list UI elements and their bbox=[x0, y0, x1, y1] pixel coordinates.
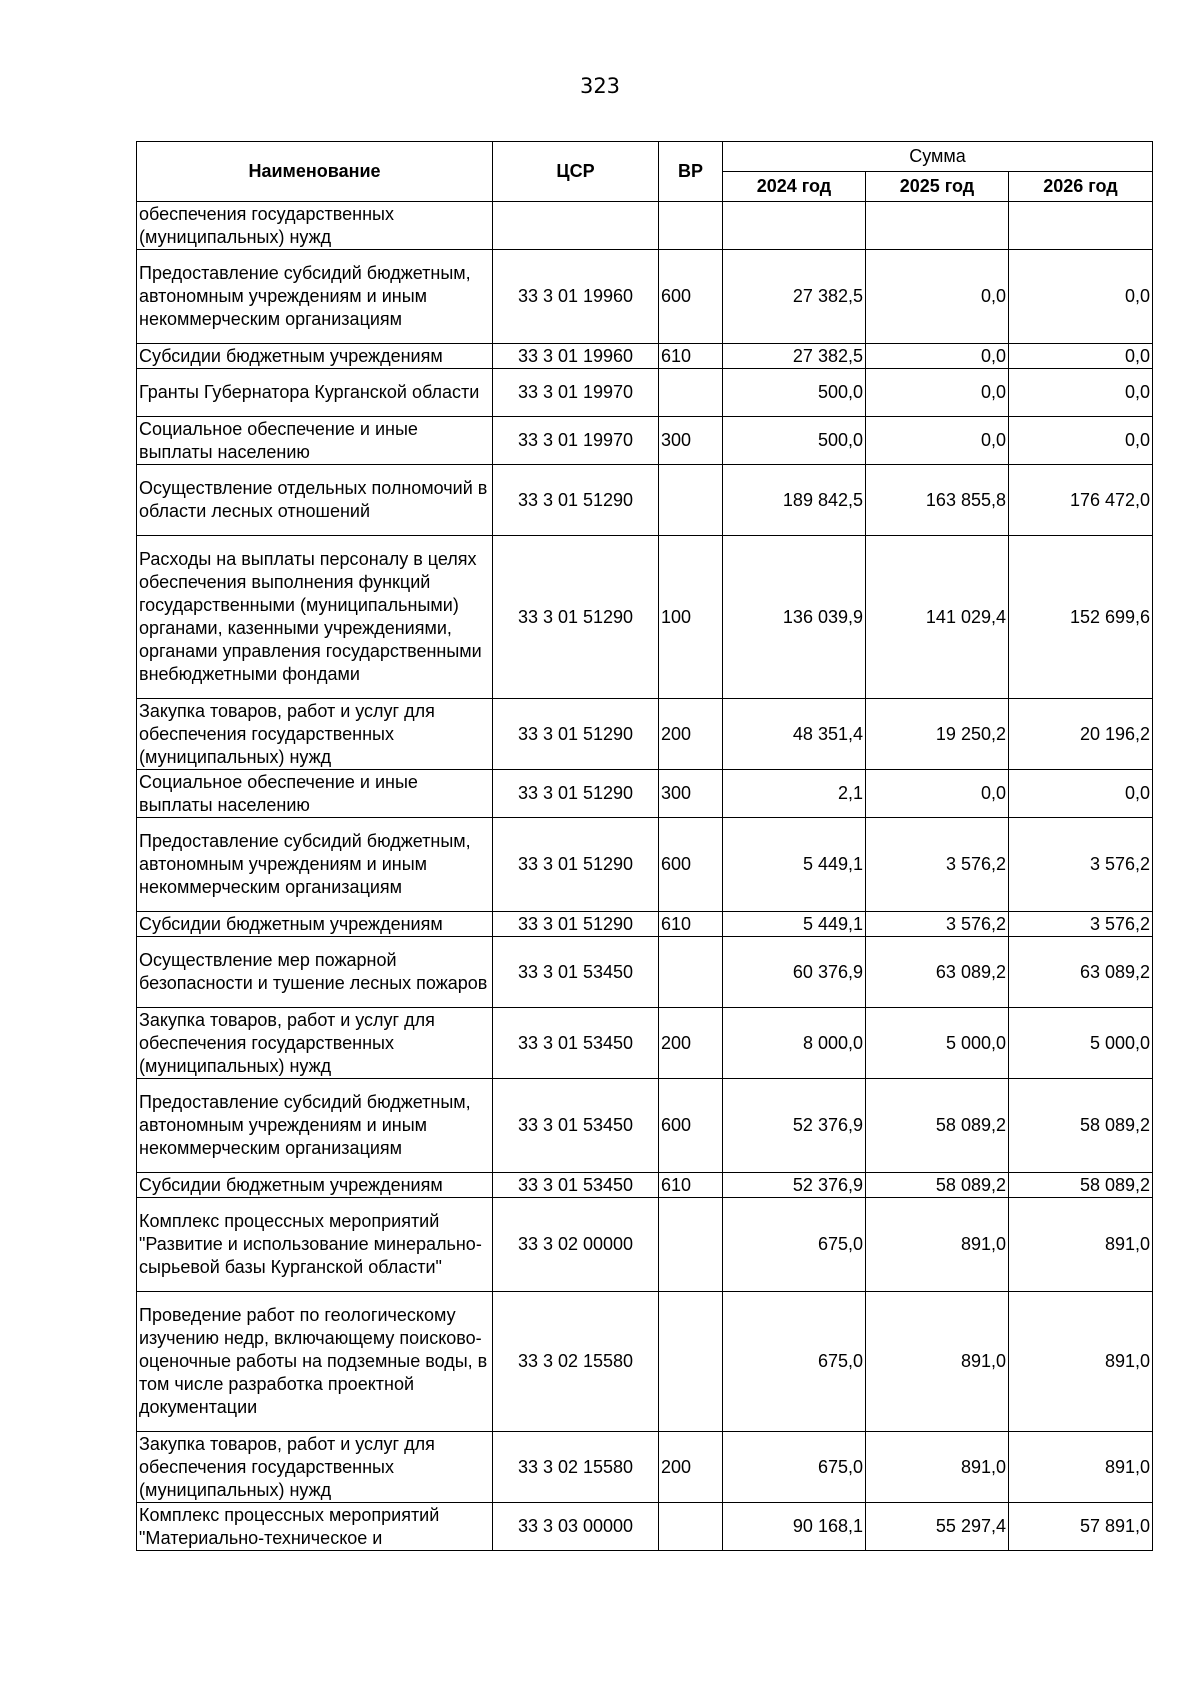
row-value-2026: 3 576,2 bbox=[1009, 818, 1153, 912]
table-row bbox=[137, 1292, 1153, 1432]
row-value-2024: 2,1 bbox=[723, 770, 866, 818]
budget-table bbox=[136, 141, 1153, 1551]
header-vr: ВР bbox=[659, 142, 723, 202]
row-csr: 33 3 01 51290 bbox=[493, 770, 659, 818]
table-row bbox=[137, 818, 1153, 912]
row-value-2025: 3 576,2 bbox=[866, 912, 1009, 937]
row-vr bbox=[659, 202, 723, 250]
row-name: Комплекс процессных мероприятий "Развитие и использование минерально-сырьевой базы Курганской области" bbox=[137, 1198, 493, 1292]
row-name: обеспечения государственных (муниципальных) нужд bbox=[137, 202, 493, 250]
table-row bbox=[137, 344, 1153, 369]
row-value-2025: 891,0 bbox=[866, 1292, 1009, 1432]
row-name: Закупка товаров, работ и услуг для обеспечения государственных (муниципальных) нужд bbox=[137, 1432, 493, 1503]
row-value-2024: 52 376,9 bbox=[723, 1173, 866, 1198]
row-csr: 33 3 01 19960 bbox=[493, 344, 659, 369]
row-csr: 33 3 01 51290 bbox=[493, 699, 659, 770]
row-name: Предоставление субсидий бюджетным, автономным учреждениям и иным некоммерческим организациям bbox=[137, 250, 493, 344]
row-csr: 33 3 01 51290 bbox=[493, 465, 659, 536]
header-csr: ЦСР bbox=[493, 142, 659, 202]
table-row bbox=[137, 1173, 1153, 1198]
row-name: Осуществление мер пожарной безопасности и тушение лесных пожаров bbox=[137, 937, 493, 1008]
row-value-2024 bbox=[723, 202, 866, 250]
row-value-2026: 58 089,2 bbox=[1009, 1173, 1153, 1198]
row-value-2024: 27 382,5 bbox=[723, 344, 866, 369]
row-value-2026: 57 891,0 bbox=[1009, 1503, 1153, 1551]
row-csr bbox=[493, 202, 659, 250]
table-row bbox=[137, 465, 1153, 536]
row-csr: 33 3 01 51290 bbox=[493, 536, 659, 699]
row-value-2026: 891,0 bbox=[1009, 1198, 1153, 1292]
row-vr bbox=[659, 1503, 723, 1551]
row-value-2026: 3 576,2 bbox=[1009, 912, 1153, 937]
row-value-2026: 0,0 bbox=[1009, 417, 1153, 465]
row-value-2026: 0,0 bbox=[1009, 770, 1153, 818]
row-value-2026: 891,0 bbox=[1009, 1432, 1153, 1503]
row-name: Субсидии бюджетным учреждениям bbox=[137, 344, 493, 369]
row-csr: 33 3 01 51290 bbox=[493, 912, 659, 937]
row-value-2025: 891,0 bbox=[866, 1198, 1009, 1292]
row-name: Осуществление отдельных полномочий в области лесных отношений bbox=[137, 465, 493, 536]
row-name: Субсидии бюджетным учреждениям bbox=[137, 912, 493, 937]
row-csr: 33 3 02 15580 bbox=[493, 1432, 659, 1503]
row-vr bbox=[659, 1198, 723, 1292]
row-name: Закупка товаров, работ и услуг для обеспечения государственных (муниципальных) нужд bbox=[137, 1008, 493, 1079]
row-vr: 610 bbox=[659, 912, 723, 937]
row-name: Социальное обеспечение и иные выплаты населению bbox=[137, 770, 493, 818]
row-value-2025: 0,0 bbox=[866, 250, 1009, 344]
table-row bbox=[137, 369, 1153, 417]
table-row bbox=[137, 1503, 1153, 1551]
row-vr bbox=[659, 465, 723, 536]
row-value-2026: 0,0 bbox=[1009, 250, 1153, 344]
row-name: Комплекс процессных мероприятий "Материально-техническое и bbox=[137, 1503, 493, 1551]
row-value-2025: 58 089,2 bbox=[866, 1173, 1009, 1198]
header-name: Наименование bbox=[137, 142, 493, 202]
row-name: Расходы на выплаты персоналу в целях обеспечения выполнения функций государственными (муниципальными) органами, казенными учреждениями, органами управления государственными внебюджетными фондами bbox=[137, 536, 493, 699]
row-vr: 610 bbox=[659, 1173, 723, 1198]
row-value-2025: 0,0 bbox=[866, 770, 1009, 818]
table-row bbox=[137, 770, 1153, 818]
row-csr: 33 3 01 51290 bbox=[493, 818, 659, 912]
row-value-2025: 3 576,2 bbox=[866, 818, 1009, 912]
row-value-2026: 891,0 bbox=[1009, 1292, 1153, 1432]
row-name: Социальное обеспечение и иные выплаты населению bbox=[137, 417, 493, 465]
row-value-2026: 0,0 bbox=[1009, 369, 1153, 417]
row-value-2026 bbox=[1009, 202, 1153, 250]
row-value-2024: 500,0 bbox=[723, 417, 866, 465]
header-sum: Сумма bbox=[723, 142, 1153, 172]
row-csr: 33 3 03 00000 bbox=[493, 1503, 659, 1551]
row-csr: 33 3 01 53450 bbox=[493, 937, 659, 1008]
row-csr: 33 3 01 19970 bbox=[493, 369, 659, 417]
row-csr: 33 3 02 00000 bbox=[493, 1198, 659, 1292]
table-row bbox=[137, 250, 1153, 344]
row-vr: 610 bbox=[659, 344, 723, 369]
row-csr: 33 3 01 53450 bbox=[493, 1008, 659, 1079]
row-value-2025 bbox=[866, 202, 1009, 250]
row-value-2025: 63 089,2 bbox=[866, 937, 1009, 1008]
row-value-2024: 675,0 bbox=[723, 1432, 866, 1503]
table-row bbox=[137, 912, 1153, 937]
row-name: Проведение работ по геологическому изучению недр, включающему поисково-оценочные работы на подземные воды, в том числе разработка проектной документации bbox=[137, 1292, 493, 1432]
row-vr bbox=[659, 937, 723, 1008]
row-value-2024: 90 168,1 bbox=[723, 1503, 866, 1551]
row-csr: 33 3 01 19970 bbox=[493, 417, 659, 465]
row-value-2025: 0,0 bbox=[866, 369, 1009, 417]
row-vr: 300 bbox=[659, 417, 723, 465]
table-row bbox=[137, 699, 1153, 770]
row-vr: 300 bbox=[659, 770, 723, 818]
row-vr bbox=[659, 1292, 723, 1432]
row-vr: 200 bbox=[659, 1432, 723, 1503]
row-value-2024: 60 376,9 bbox=[723, 937, 866, 1008]
row-value-2025: 891,0 bbox=[866, 1432, 1009, 1503]
row-vr: 600 bbox=[659, 250, 723, 344]
row-vr: 100 bbox=[659, 536, 723, 699]
row-value-2025: 141 029,4 bbox=[866, 536, 1009, 699]
row-vr bbox=[659, 369, 723, 417]
table-row bbox=[137, 1008, 1153, 1079]
row-value-2025: 55 297,4 bbox=[866, 1503, 1009, 1551]
header-2025: 2025 год bbox=[866, 172, 1009, 202]
row-value-2024: 189 842,5 bbox=[723, 465, 866, 536]
row-name: Субсидии бюджетным учреждениям bbox=[137, 1173, 493, 1198]
row-name: Предоставление субсидий бюджетным, автономным учреждениям и иным некоммерческим организациям bbox=[137, 1079, 493, 1173]
row-value-2024: 675,0 bbox=[723, 1292, 866, 1432]
row-name: Закупка товаров, работ и услуг для обеспечения государственных (муниципальных) нужд bbox=[137, 699, 493, 770]
row-vr: 200 bbox=[659, 699, 723, 770]
table-row bbox=[137, 1198, 1153, 1292]
row-name: Предоставление субсидий бюджетным, автономным учреждениям и иным некоммерческим организациям bbox=[137, 818, 493, 912]
row-csr: 33 3 01 53450 bbox=[493, 1079, 659, 1173]
row-value-2025: 19 250,2 bbox=[866, 699, 1009, 770]
row-value-2026: 20 196,2 bbox=[1009, 699, 1153, 770]
table-row bbox=[137, 536, 1153, 699]
row-value-2024: 500,0 bbox=[723, 369, 866, 417]
table-row bbox=[137, 417, 1153, 465]
table-row bbox=[137, 1432, 1153, 1503]
row-value-2024: 48 351,4 bbox=[723, 699, 866, 770]
row-value-2024: 136 039,9 bbox=[723, 536, 866, 699]
row-value-2026: 176 472,0 bbox=[1009, 465, 1153, 536]
row-value-2026: 152 699,6 bbox=[1009, 536, 1153, 699]
table-row bbox=[137, 937, 1153, 1008]
row-vr: 600 bbox=[659, 818, 723, 912]
row-value-2026: 5 000,0 bbox=[1009, 1008, 1153, 1079]
row-value-2024: 52 376,9 bbox=[723, 1079, 866, 1173]
row-value-2024: 5 449,1 bbox=[723, 912, 866, 937]
row-value-2026: 63 089,2 bbox=[1009, 937, 1153, 1008]
header-2024: 2024 год bbox=[723, 172, 866, 202]
table-row bbox=[137, 202, 1153, 250]
row-value-2025: 5 000,0 bbox=[866, 1008, 1009, 1079]
row-value-2024: 27 382,5 bbox=[723, 250, 866, 344]
page-number: 323 bbox=[579, 74, 621, 98]
row-csr: 33 3 01 19960 bbox=[493, 250, 659, 344]
row-value-2024: 675,0 bbox=[723, 1198, 866, 1292]
table-row bbox=[137, 1079, 1153, 1173]
row-vr: 200 bbox=[659, 1008, 723, 1079]
row-value-2025: 163 855,8 bbox=[866, 465, 1009, 536]
row-csr: 33 3 02 15580 bbox=[493, 1292, 659, 1432]
row-value-2025: 0,0 bbox=[866, 417, 1009, 465]
row-csr: 33 3 01 53450 bbox=[493, 1173, 659, 1198]
row-name: Гранты Губернатора Курганской области bbox=[137, 369, 493, 417]
row-vr: 600 bbox=[659, 1079, 723, 1173]
row-value-2026: 58 089,2 bbox=[1009, 1079, 1153, 1173]
row-value-2025: 58 089,2 bbox=[866, 1079, 1009, 1173]
header-2026: 2026 год bbox=[1009, 172, 1153, 202]
row-value-2024: 8 000,0 bbox=[723, 1008, 866, 1079]
row-value-2026: 0,0 bbox=[1009, 344, 1153, 369]
row-value-2024: 5 449,1 bbox=[723, 818, 866, 912]
row-value-2025: 0,0 bbox=[866, 344, 1009, 369]
